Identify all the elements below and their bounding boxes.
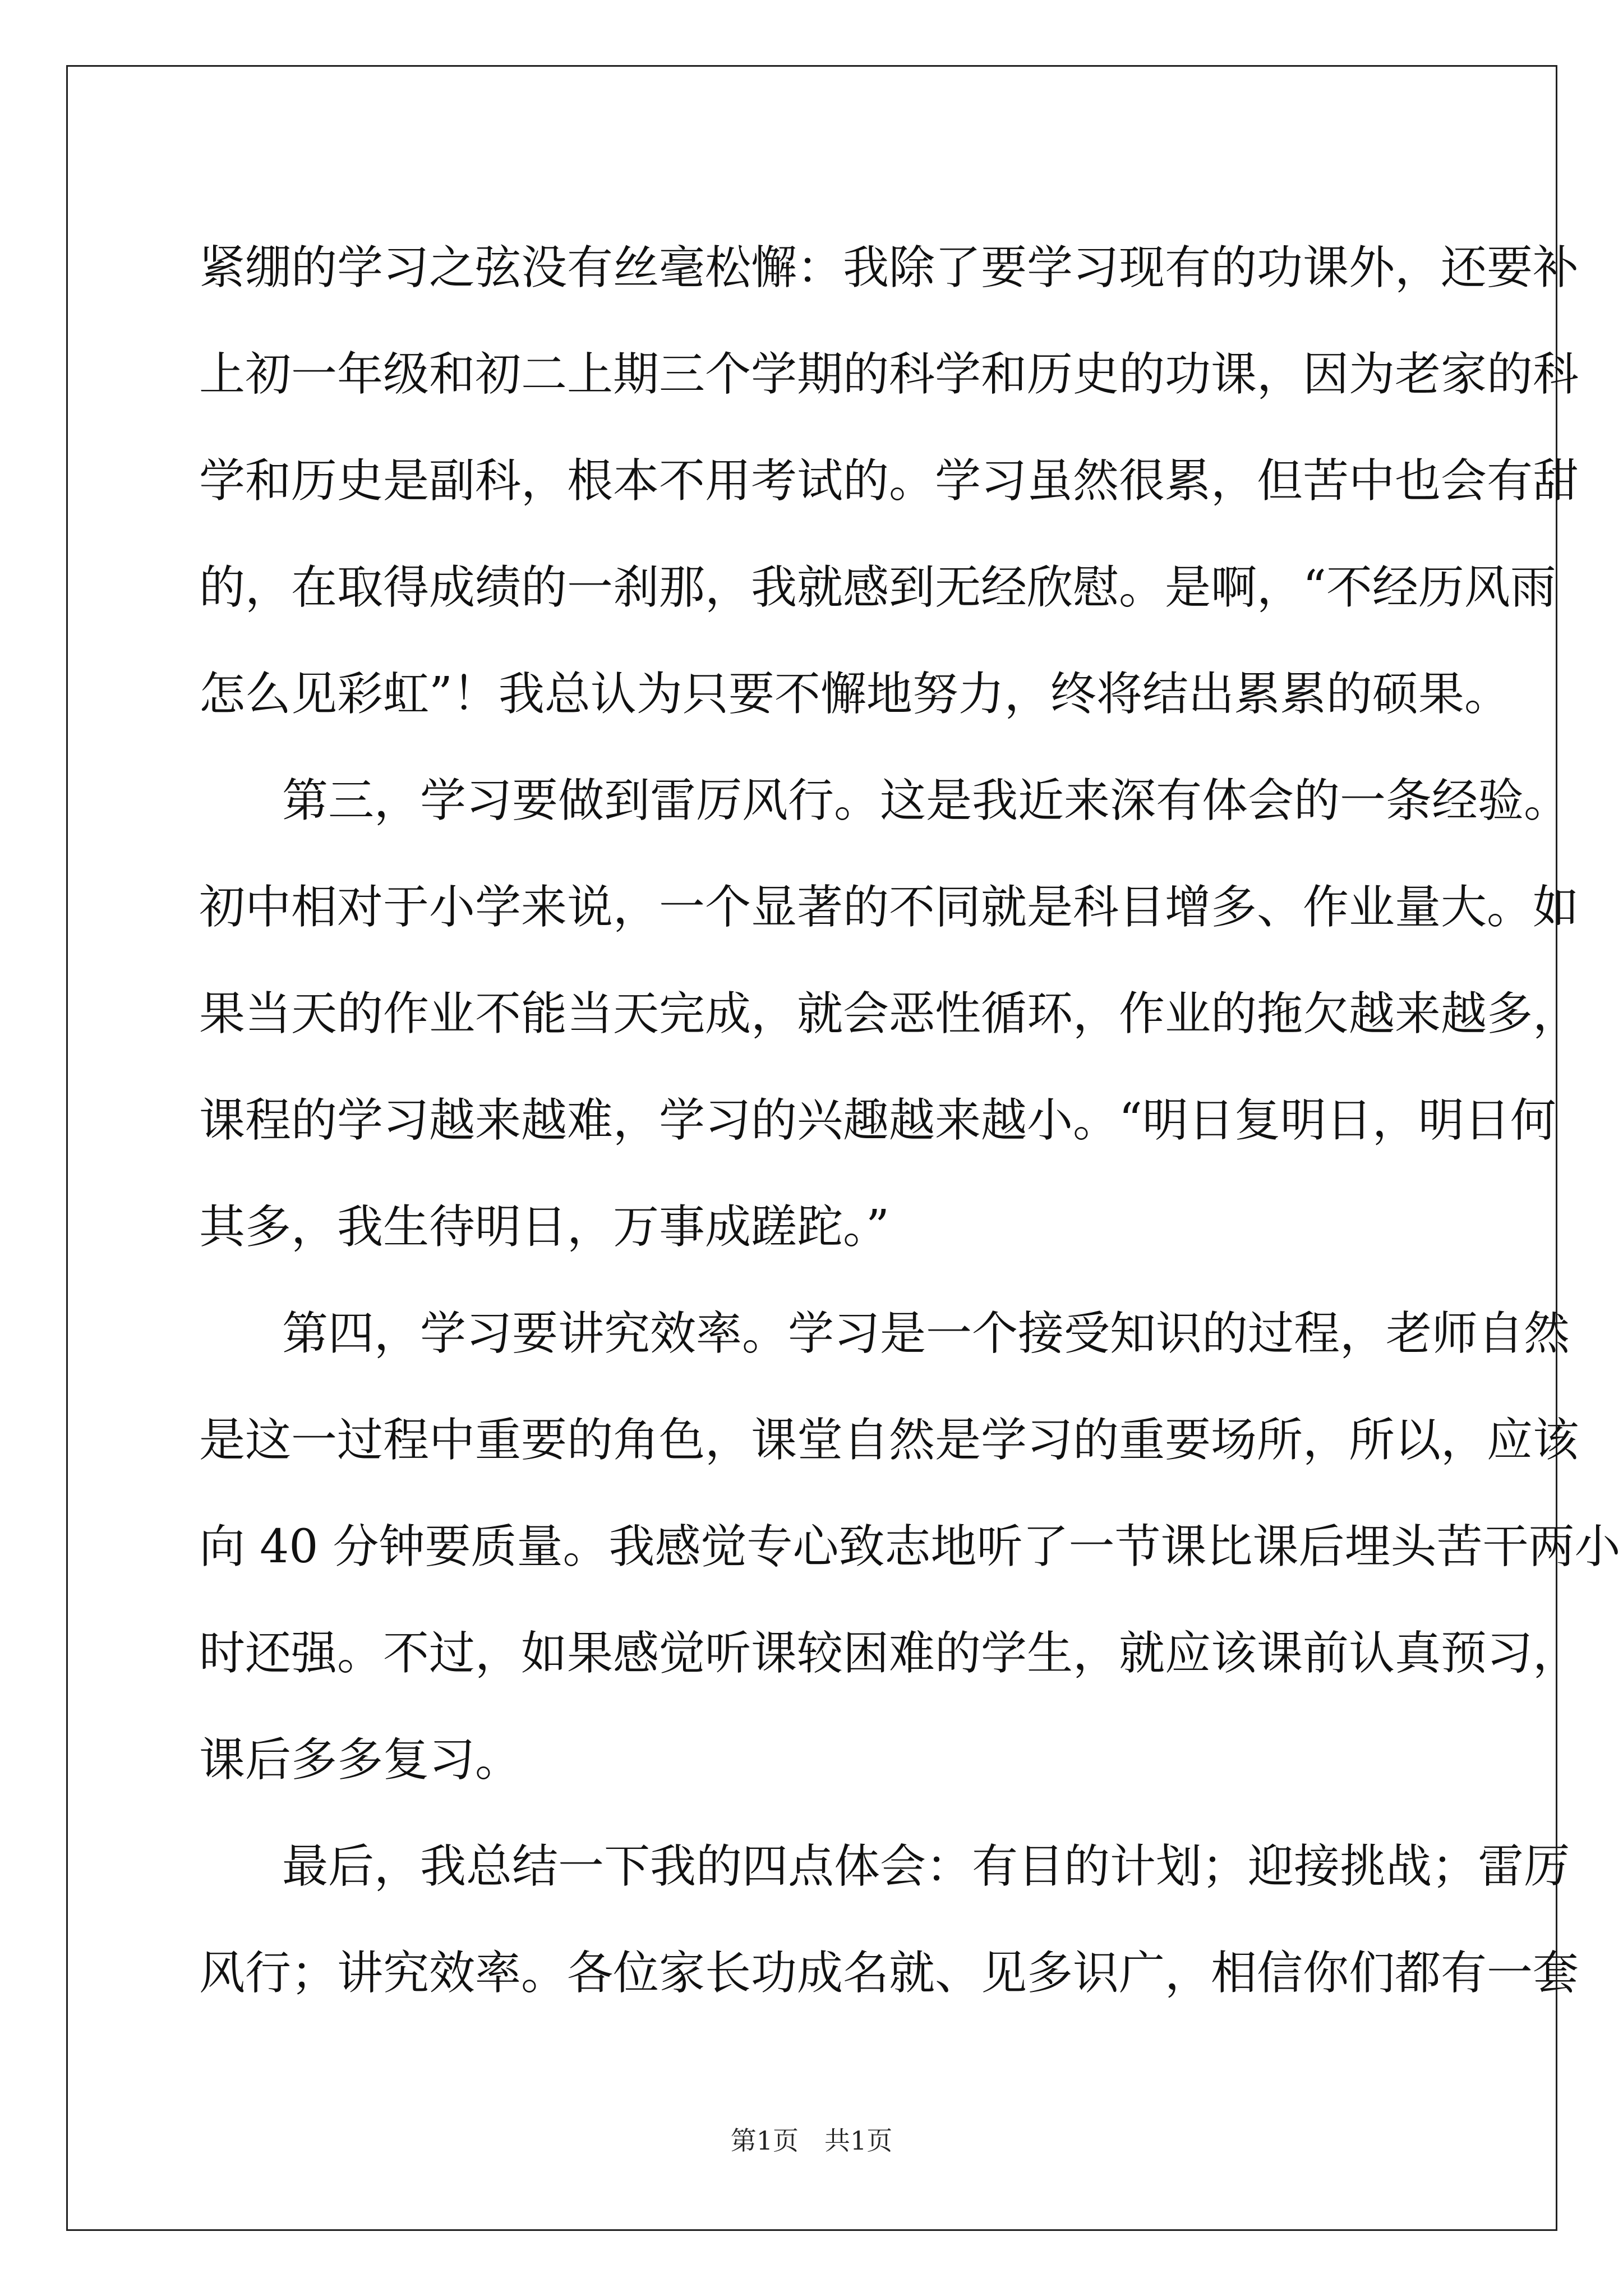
- text-line-12: 是这一过程中重要的角色，课堂自然是学习的重要场所，所以，应该: [199, 1414, 1579, 1467]
- page-footer: 第1页 共1页: [730, 2125, 893, 2156]
- text-line-10: 其多，我生待明日，万事成蹉跎。”: [199, 1200, 889, 1254]
- text-line-6: 第三，学习要做到雷厉风行。这是我近来深有体会的一条经验。: [282, 774, 1570, 827]
- text-line-1: 紧绷的学习之弦没有丝毫松懈：我除了要学习现有的功课外，还要补: [199, 241, 1579, 295]
- text-line-15: 课后多多复习。: [199, 1733, 522, 1787]
- text-line-14: 时还强。不过，如果感觉听课较困难的学生，就应该课前认真预习，: [199, 1627, 1579, 1680]
- text-line-2: 上初一年级和初二上期三个学期的科学和历史的功课，因为老家的科: [199, 348, 1579, 401]
- text-line-8: 果当天的作业不能当天完成，就会恶性循环，作业的拖欠越来越多，: [199, 987, 1579, 1041]
- document-body: [199, 215, 1621, 2027]
- text-line-17: 风行；讲究效率。各位家长功成名就、见多识广，相信你们都有一套: [199, 1947, 1579, 2000]
- text-line-13: 向 40 分钟要质量。我感觉专心致志地听了一节课比课后埋头苦干两小: [199, 1520, 1621, 1573]
- text-line-16: 最后，我总结一下我的四点体会：有目的计划；迎接挑战；雷厉: [282, 1840, 1570, 1893]
- text-line-3: 学和历史是副科，根本不用考试的。学习虽然很累，但苦中也会有甜: [199, 454, 1579, 508]
- text-line-7: 初中相对于小学来说，一个显著的不同就是科目增多、作业量大。如: [199, 881, 1579, 934]
- text-line-9: 课程的学习越来越难，学习的兴趣越来越小。“明日复明日，明日何: [199, 1094, 1556, 1147]
- text-line-4: 的，在取得成绩的一刹那，我就感到无经欣慰。是啊，“不经历风雨: [199, 561, 1556, 614]
- text-line-5: 怎么见彩虹”！我总认为只要不懈地努力，终将结出累累的硕果。: [199, 668, 1510, 721]
- text-line-11: 第四，学习要讲究效率。学习是一个接受知识的过程，老师自然: [282, 1307, 1570, 1360]
